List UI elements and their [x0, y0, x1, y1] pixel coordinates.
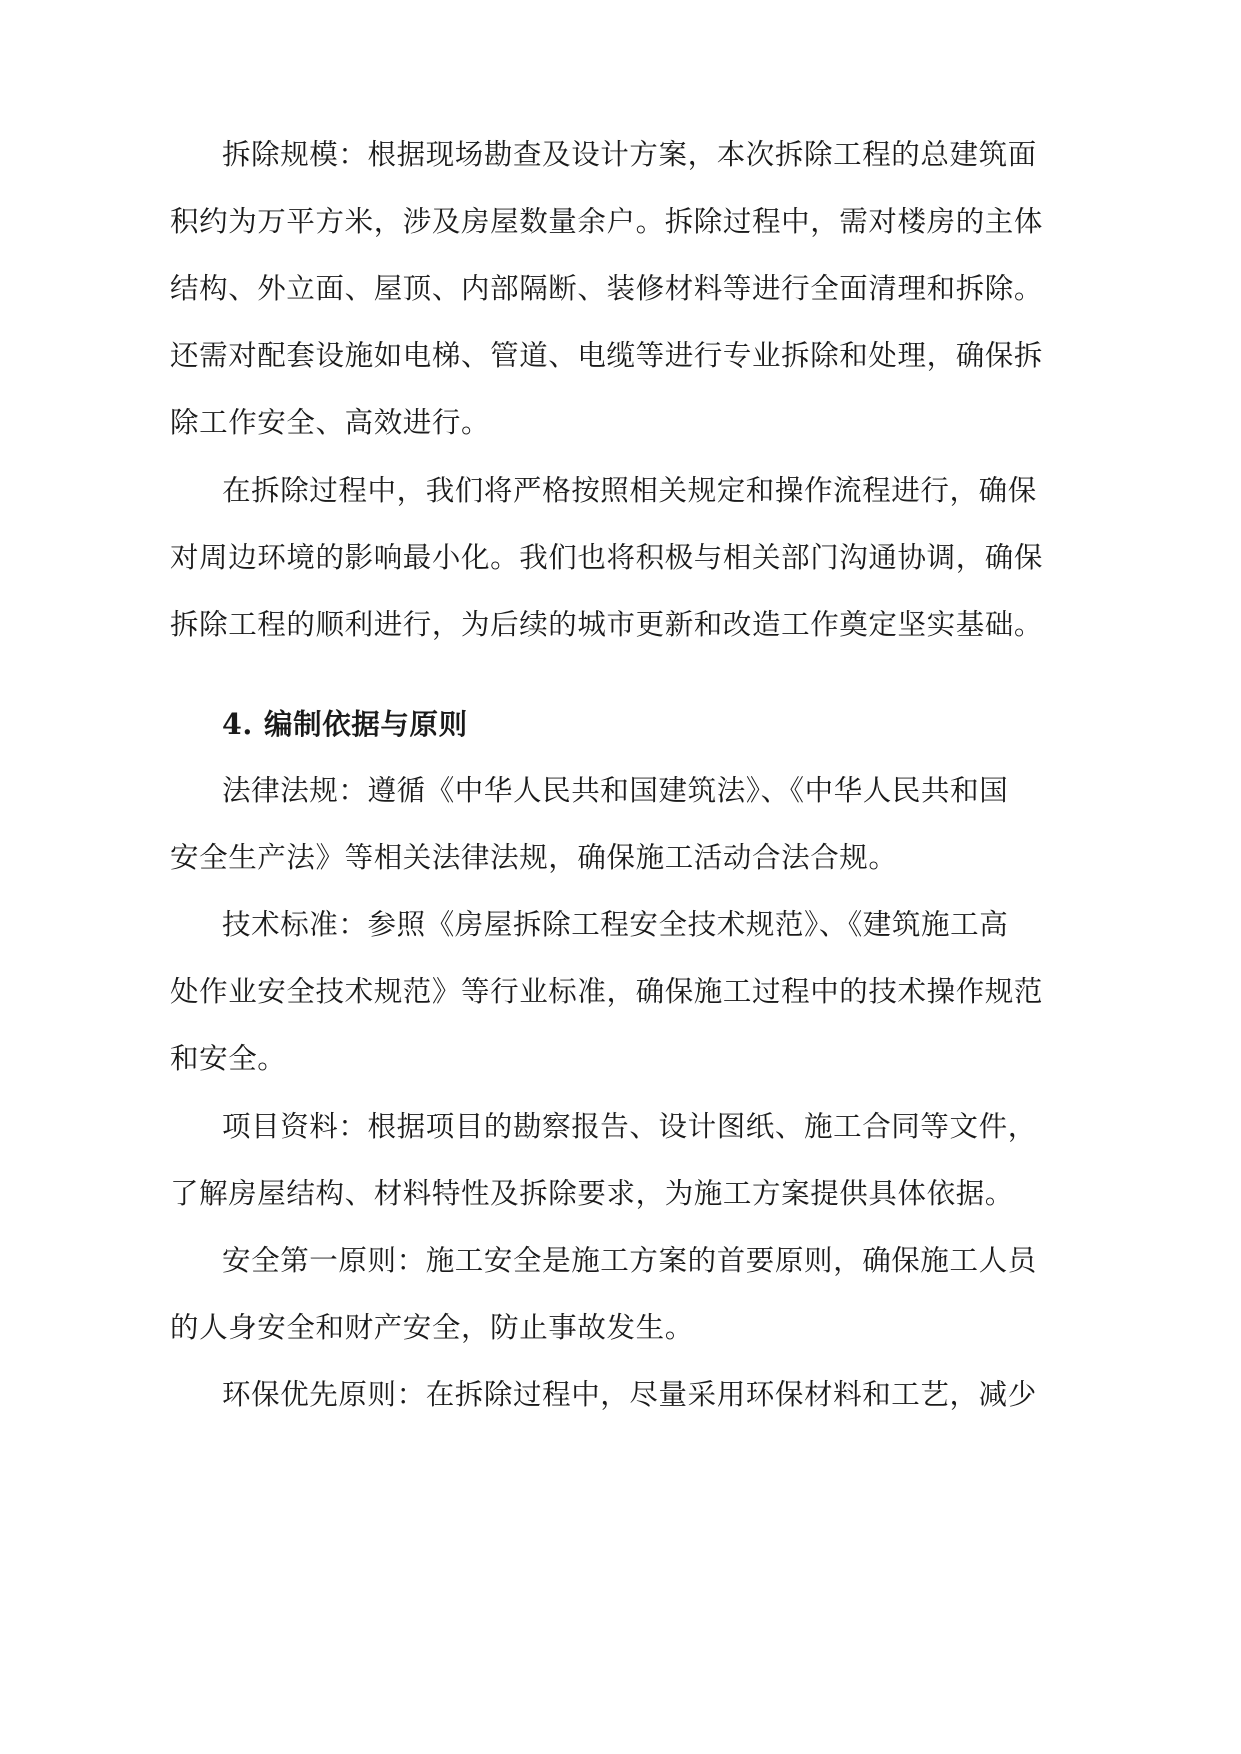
paragraph-line: 对周边环境的影响最小化。我们也将积极与相关部门沟通协调，确保 — [170, 541, 1044, 574]
paragraph-line: 拆除规模：根据现场勘查及设计方案，本次拆除工程的总建筑面 — [222, 138, 1037, 171]
paragraph-line: 处作业安全技术规范》等行业标准，确保施工过程中的技术操作规范 — [170, 975, 1044, 1008]
section-title: 编制依据与原则 — [264, 707, 468, 741]
paragraph-line: 拆除工程的顺利进行，为后续的城市更新和改造工作奠定坚实基础。 — [170, 608, 1044, 641]
section-heading — [222, 706, 468, 742]
paragraph-line: 除工作安全、高效进行。 — [170, 406, 491, 439]
paragraph-line: 项目资料：根据项目的勘察报告、设计图纸、施工合同等文件， — [222, 1110, 1037, 1143]
paragraph-line: 的人身安全和财产安全，防止事故发生。 — [170, 1311, 694, 1344]
paragraph-line: 在拆除过程中，我们将严格按照相关规定和操作流程进行，确保 — [222, 474, 1037, 507]
paragraph-line: 安全生产法》等相关法律法规，确保施工活动合法合规。 — [170, 841, 898, 874]
paragraph-line: 和安全。 — [170, 1042, 287, 1075]
paragraph-line: 结构、外立面、屋顶、内部隔断、装修材料等进行全面清理和拆除。 — [170, 272, 1044, 305]
paragraph-line: 了解房屋结构、材料特性及拆除要求，为施工方案提供具体依据。 — [170, 1177, 1014, 1210]
paragraph-line: 安全第一原则：施工安全是施工方案的首要原则，确保施工人员 — [222, 1244, 1037, 1277]
paragraph-line: 环保优先原则：在拆除过程中，尽量采用环保材料和工艺，减少 — [222, 1378, 1037, 1411]
paragraph-line: 技术标准：参照《房屋拆除工程安全技术规范》、《建筑施工高 — [222, 908, 1009, 941]
paragraph-line: 积约为万平方米，涉及房屋数量余户。拆除过程中，需对楼房的主体 — [170, 205, 1044, 238]
paragraph-line: 法律法规：遵循《中华人民共和国建筑法》、《中华人民共和国 — [222, 774, 1009, 807]
paragraph-line: 还需对配套设施如电梯、管道、电缆等进行专业拆除和处理，确保拆 — [170, 339, 1044, 372]
section-number: 4. — [222, 707, 253, 741]
